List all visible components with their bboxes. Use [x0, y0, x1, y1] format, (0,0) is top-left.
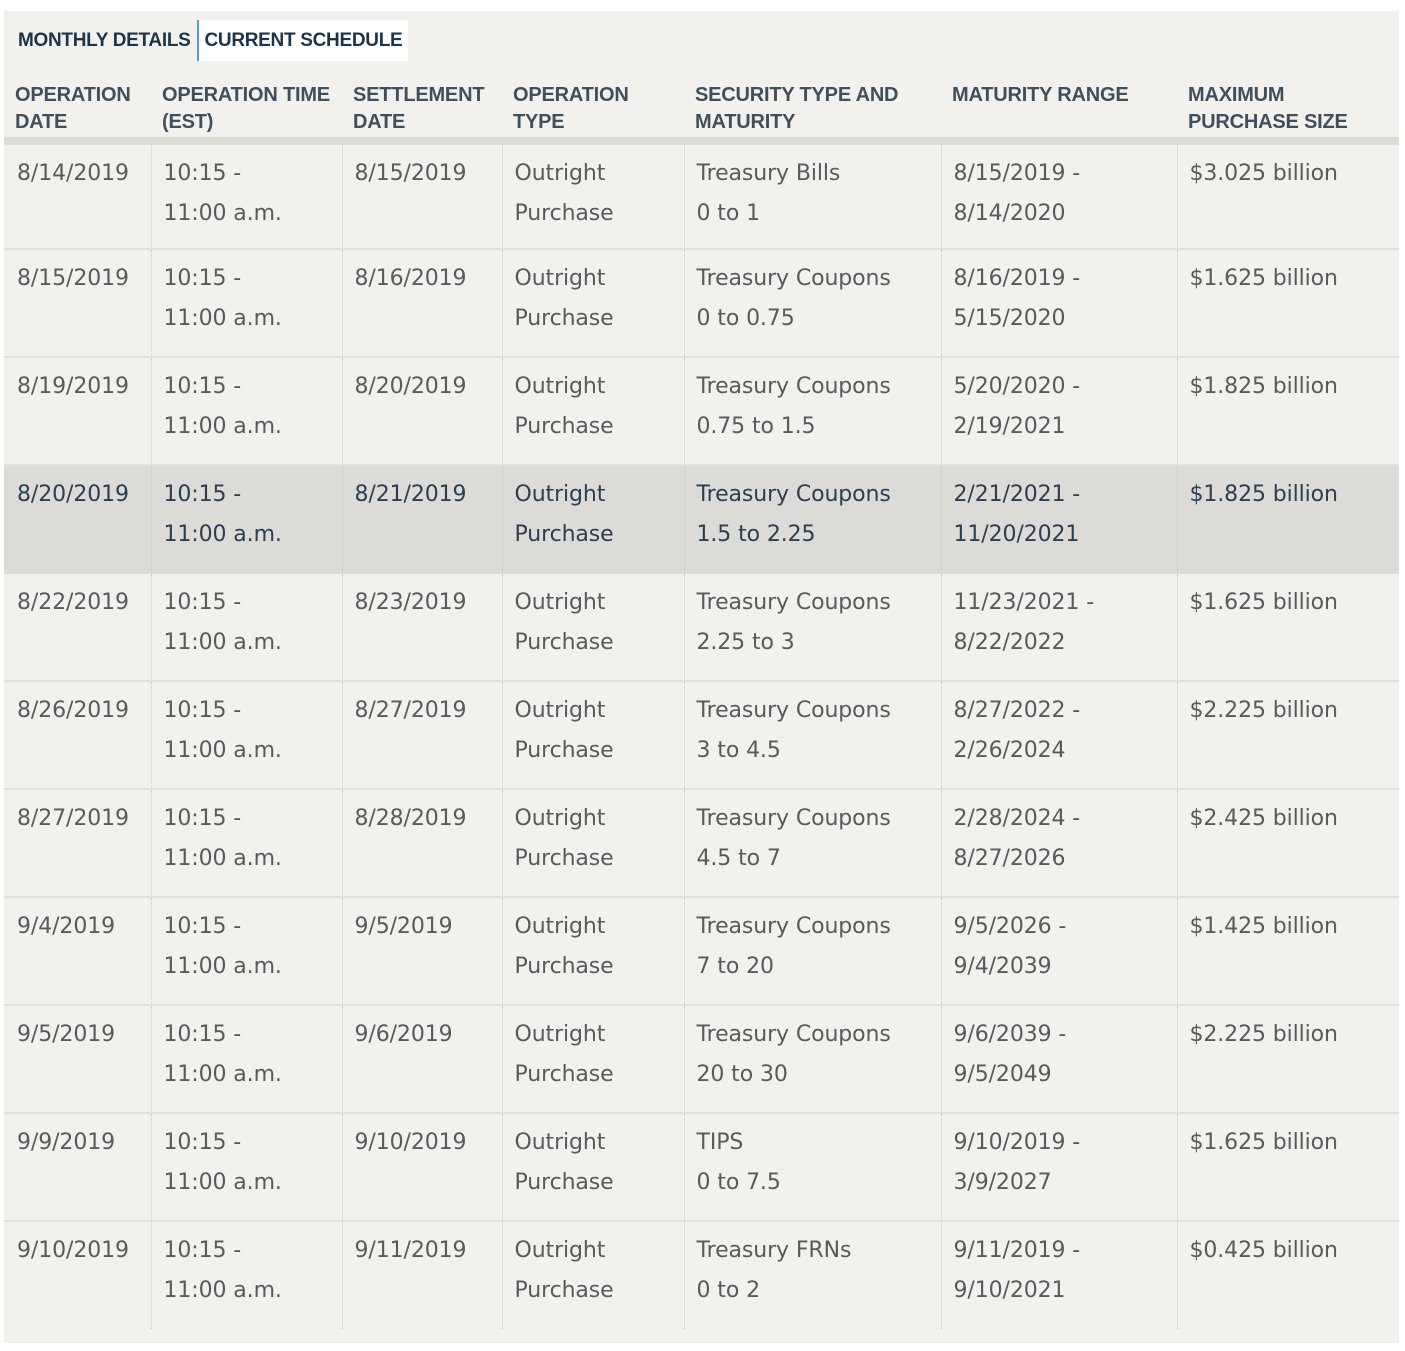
col-header-line: MAXIMUM [1188, 84, 1285, 106]
cell-text: Outright [514, 1022, 606, 1047]
cell-text: Purchase [514, 630, 614, 655]
cell-text: 8/28/2019 [354, 806, 467, 831]
cell-text: Purchase [514, 1062, 614, 1087]
table-row[interactable] [4, 141, 1399, 249]
cell-text: 10:15 - [163, 914, 242, 939]
cell-text: 11/20/2021 [953, 522, 1080, 547]
cell-text: 8/14/2019 [17, 161, 129, 186]
cell-text: 8/27/2026 [953, 846, 1066, 871]
cell-settlement-date [342, 249, 502, 357]
col-header-line: OPERATION [513, 84, 629, 106]
cell-text: 11:00 a.m. [163, 1062, 282, 1087]
cell-text: Treasury Coupons [696, 374, 891, 399]
cell-text: 9/10/2019 [354, 1130, 467, 1155]
cell-text: 9/5/2026 - [953, 914, 1067, 939]
cell-settlement-date [342, 141, 502, 249]
cell-maturity-range [941, 1221, 1177, 1329]
cell-operation-date [4, 465, 151, 573]
cell-operation-time [151, 681, 342, 789]
cell-text: 10:15 - [163, 1238, 242, 1263]
cell-text: 10:15 - [163, 266, 242, 291]
cell-text: $2.425 billion [1189, 806, 1338, 831]
cell-text: 2.25 to 3 [696, 630, 795, 655]
cell-settlement-date [342, 1113, 502, 1221]
cell-text: 5/20/2020 - [953, 374, 1081, 399]
cell-text: $0.425 billion [1189, 1238, 1338, 1263]
cell-text: 8/15/2019 [17, 266, 129, 291]
cell-operation-type [502, 1113, 684, 1221]
cell-text: 9/5/2049 [953, 1062, 1052, 1087]
cell-max-purchase-size [1177, 1005, 1399, 1113]
cell-operation-date [4, 249, 151, 357]
cell-text: $3.025 billion [1189, 161, 1338, 186]
cell-settlement-date [342, 789, 502, 897]
cell-operation-date [4, 789, 151, 897]
cell-text: TIPS [696, 1130, 744, 1155]
cell-text: Purchase [514, 954, 614, 979]
col-header-settlement-date[interactable] [342, 76, 502, 141]
cell-operation-date [4, 1005, 151, 1113]
col-header-line: OPERATION [15, 84, 131, 106]
cell-text: 8/22/2022 [953, 630, 1066, 655]
cell-text: 10:15 - [163, 698, 242, 723]
col-header-operation-type[interactable] [502, 76, 684, 141]
cell-operation-date [4, 1113, 151, 1221]
cell-text: Treasury Coupons [696, 266, 891, 291]
cell-text: Outright [514, 161, 606, 186]
table-header [4, 76, 1399, 141]
cell-text: 8/21/2019 [354, 482, 467, 507]
cell-text: Purchase [514, 306, 614, 331]
cell-text: 8/19/2019 [17, 374, 129, 399]
table-row[interactable] [4, 573, 1399, 681]
cell-text: Purchase [514, 414, 614, 439]
cell-maturity-range [941, 789, 1177, 897]
cell-text: 9/6/2039 - [953, 1022, 1067, 1047]
cell-text: 0 to 2 [696, 1278, 760, 1303]
cell-operation-time [151, 141, 342, 249]
cell-operation-time [151, 465, 342, 573]
cell-text: Purchase [514, 738, 614, 763]
cell-text: 8/27/2022 - [953, 698, 1081, 723]
cell-text: Purchase [514, 1170, 614, 1195]
col-header-line: OPERATION TIME [162, 84, 330, 106]
col-header-line: MATURITY RANGE [952, 84, 1129, 106]
cell-text: 8/23/2019 [354, 590, 467, 615]
cell-max-purchase-size [1177, 465, 1399, 573]
cell-text: 9/4/2039 [953, 954, 1052, 979]
cell-text: $1.825 billion [1189, 482, 1338, 507]
cell-text: 11:00 a.m. [163, 846, 282, 871]
cell-max-purchase-size [1177, 789, 1399, 897]
cell-text: 9/6/2019 [354, 1022, 453, 1047]
tab-monthly-details[interactable]: MONTHLY DETAILS [14, 20, 199, 61]
cell-text: Purchase [514, 846, 614, 871]
header-row [4, 76, 1399, 141]
cell-text: Treasury Coupons [696, 698, 891, 723]
col-header-security-type[interactable] [684, 76, 941, 141]
cell-text: 8/15/2019 - [953, 161, 1081, 186]
cell-security-type [684, 1113, 941, 1221]
cell-text: 11:00 a.m. [163, 522, 282, 547]
col-header-line: DATE [353, 111, 406, 133]
cell-max-purchase-size [1177, 141, 1399, 249]
cell-maturity-range [941, 465, 1177, 573]
cell-maturity-range [941, 249, 1177, 357]
cell-text: 11:00 a.m. [163, 306, 282, 331]
cell-operation-type [502, 789, 684, 897]
cell-text: 11:00 a.m. [163, 1170, 282, 1195]
cell-operation-time [151, 249, 342, 357]
cell-text: Treasury Coupons [696, 806, 891, 831]
cell-text: $1.625 billion [1189, 590, 1338, 615]
cell-text: 8/27/2019 [354, 698, 467, 723]
cell-text: 4.5 to 7 [696, 846, 781, 871]
cell-text: 2/21/2021 - [953, 482, 1081, 507]
col-header-maturity-range[interactable] [941, 76, 1177, 141]
cell-text: 9/10/2019 [17, 1238, 129, 1263]
cell-text: Purchase [514, 201, 614, 226]
cell-operation-type [502, 573, 684, 681]
cell-settlement-date [342, 681, 502, 789]
cell-text: $1.425 billion [1189, 914, 1338, 939]
cell-text: Treasury Coupons [696, 1022, 891, 1047]
cell-security-type [684, 1005, 941, 1113]
cell-text: 9/5/2019 [17, 1022, 116, 1047]
cell-text: 9/11/2019 - [953, 1238, 1081, 1263]
table-row[interactable] [4, 465, 1399, 573]
cell-maturity-range [941, 1005, 1177, 1113]
cell-settlement-date [342, 1221, 502, 1329]
cell-text: Treasury Coupons [696, 482, 891, 507]
cell-security-type [684, 249, 941, 357]
cell-text: 2/19/2021 [953, 414, 1066, 439]
cell-text: Outright [514, 1238, 606, 1263]
cell-maturity-range [941, 141, 1177, 249]
cell-text: 9/10/2019 - [953, 1130, 1081, 1155]
cell-text: 8/16/2019 - [953, 266, 1081, 291]
cell-text: 2/28/2024 - [953, 806, 1081, 831]
cell-operation-date [4, 357, 151, 465]
cell-text: 10:15 - [163, 1130, 242, 1155]
col-header-line: MATURITY [695, 111, 796, 133]
cell-settlement-date [342, 357, 502, 465]
cell-max-purchase-size [1177, 681, 1399, 789]
cell-text: 20 to 30 [696, 1062, 788, 1087]
col-header-line: (EST) [162, 111, 214, 133]
col-header-line: TYPE [513, 111, 565, 133]
cell-text: 11:00 a.m. [163, 630, 282, 655]
cell-operation-date [4, 1221, 151, 1329]
cell-operation-type [502, 141, 684, 249]
cell-security-type [684, 1221, 941, 1329]
col-header-max-purchase-size[interactable] [1177, 76, 1399, 141]
cell-operation-time [151, 789, 342, 897]
cell-security-type [684, 897, 941, 1005]
cell-text: $2.225 billion [1189, 1022, 1338, 1047]
cell-security-type [684, 465, 941, 573]
cell-text: 9/4/2019 [17, 914, 116, 939]
col-header-operation-date[interactable] [4, 76, 151, 141]
cell-text: 10:15 - [163, 161, 242, 186]
cell-security-type [684, 789, 941, 897]
cell-text: 8/15/2019 [354, 161, 467, 186]
cell-text: 9/10/2021 [953, 1278, 1066, 1303]
cell-operation-date [4, 141, 151, 249]
cell-text: 10:15 - [163, 1022, 242, 1047]
cell-settlement-date [342, 1005, 502, 1113]
cell-operation-type [502, 465, 684, 573]
cell-operation-type [502, 357, 684, 465]
cell-maturity-range [941, 357, 1177, 465]
table-row[interactable] [4, 1005, 1399, 1113]
cell-text: 2/26/2024 [953, 738, 1066, 763]
cell-text: Outright [514, 374, 606, 399]
cell-text: Outright [514, 590, 606, 615]
cell-text: 8/14/2020 [953, 201, 1066, 226]
cell-text: Outright [514, 266, 606, 291]
cell-text: 11:00 a.m. [163, 738, 282, 763]
cell-text: 3/9/2027 [953, 1170, 1052, 1195]
cell-operation-type [502, 897, 684, 1005]
cell-text: $2.225 billion [1189, 698, 1338, 723]
cell-settlement-date [342, 897, 502, 1005]
cell-max-purchase-size [1177, 1221, 1399, 1329]
cell-text: Treasury Coupons [696, 590, 891, 615]
cell-operation-time [151, 357, 342, 465]
col-header-line: SECURITY TYPE AND [695, 84, 899, 106]
cell-text: Outright [514, 914, 606, 939]
table-body [4, 141, 1399, 1329]
col-header-line: SETTLEMENT [353, 84, 485, 106]
cell-operation-time [151, 1113, 342, 1221]
cell-security-type [684, 573, 941, 681]
table-row[interactable] [4, 249, 1399, 357]
cell-max-purchase-size [1177, 357, 1399, 465]
cell-text: 9/9/2019 [17, 1130, 116, 1155]
cell-text: 1.5 to 2.25 [696, 522, 816, 547]
cell-max-purchase-size [1177, 249, 1399, 357]
cell-text: Purchase [514, 522, 614, 547]
cell-text: 8/16/2019 [354, 266, 467, 291]
cell-text: Treasury Coupons [696, 914, 891, 939]
col-header-line: DATE [15, 111, 68, 133]
cell-text: Treasury Bills [696, 161, 841, 186]
cell-maturity-range [941, 681, 1177, 789]
cell-text: 8/20/2019 [354, 374, 467, 399]
table-row[interactable] [4, 897, 1399, 1005]
cell-max-purchase-size [1177, 573, 1399, 681]
cell-text: Purchase [514, 1278, 614, 1303]
cell-text: 9/5/2019 [354, 914, 453, 939]
cell-text: 8/26/2019 [17, 698, 129, 723]
tab-bar [14, 20, 408, 61]
cell-text: 9/11/2019 [354, 1238, 467, 1263]
cell-operation-type [502, 1005, 684, 1113]
cell-text: 11:00 a.m. [163, 414, 282, 439]
cell-text: 11:00 a.m. [163, 201, 282, 226]
cell-text: 10:15 - [163, 806, 242, 831]
cell-security-type [684, 141, 941, 249]
cell-text: $1.625 billion [1189, 266, 1338, 291]
table-row[interactable] [4, 357, 1399, 465]
cell-operation-time [151, 573, 342, 681]
cell-operation-time [151, 1005, 342, 1113]
cell-maturity-range [941, 897, 1177, 1005]
cell-text: Outright [514, 698, 606, 723]
cell-maturity-range [941, 1113, 1177, 1221]
cell-text: 0 to 1 [696, 201, 760, 226]
cell-text: 11:00 a.m. [163, 1278, 282, 1303]
cell-text: Treasury FRNs [696, 1238, 852, 1263]
cell-text: 5/15/2020 [953, 306, 1066, 331]
cell-operation-type [502, 681, 684, 789]
cell-operation-date [4, 681, 151, 789]
table-row[interactable] [4, 1113, 1399, 1221]
cell-text: 11:00 a.m. [163, 954, 282, 979]
cell-text: 0 to 7.5 [696, 1170, 781, 1195]
cell-text: 0.75 to 1.5 [696, 414, 816, 439]
cell-operation-time [151, 1221, 342, 1329]
cell-security-type [684, 681, 941, 789]
cell-text: Outright [514, 1130, 606, 1155]
cell-operation-type [502, 249, 684, 357]
cell-text: 7 to 20 [696, 954, 774, 979]
schedule-panel [4, 11, 1399, 1343]
cell-text: 8/27/2019 [17, 806, 129, 831]
cell-operation-date [4, 897, 151, 1005]
cell-text: 11/23/2021 - [953, 590, 1095, 615]
col-header-operation-time[interactable] [151, 76, 342, 141]
cell-maturity-range [941, 573, 1177, 681]
cell-operation-type [502, 1221, 684, 1329]
cell-text: 0 to 0.75 [696, 306, 795, 331]
schedule-table [4, 76, 1399, 1329]
cell-text: 10:15 - [163, 482, 242, 507]
cell-security-type [684, 357, 941, 465]
table-row[interactable] [4, 1221, 1399, 1329]
cell-text: 10:15 - [163, 590, 242, 615]
cell-text: Outright [514, 806, 606, 831]
tab-current-schedule[interactable]: CURRENT SCHEDULE [199, 20, 409, 61]
cell-text: 8/22/2019 [17, 590, 129, 615]
cell-text: 10:15 - [163, 374, 242, 399]
cell-operation-date [4, 573, 151, 681]
cell-text: 8/20/2019 [17, 482, 129, 507]
table-row[interactable] [4, 681, 1399, 789]
cell-settlement-date [342, 573, 502, 681]
cell-max-purchase-size [1177, 897, 1399, 1005]
cell-operation-time [151, 897, 342, 1005]
cell-text: $1.825 billion [1189, 374, 1338, 399]
cell-settlement-date [342, 465, 502, 573]
cell-text: 3 to 4.5 [696, 738, 781, 763]
table-row[interactable] [4, 789, 1399, 897]
cell-text: Outright [514, 482, 606, 507]
cell-max-purchase-size [1177, 1113, 1399, 1221]
cell-text: $1.625 billion [1189, 1130, 1338, 1155]
col-header-line: PURCHASE SIZE [1188, 111, 1348, 133]
